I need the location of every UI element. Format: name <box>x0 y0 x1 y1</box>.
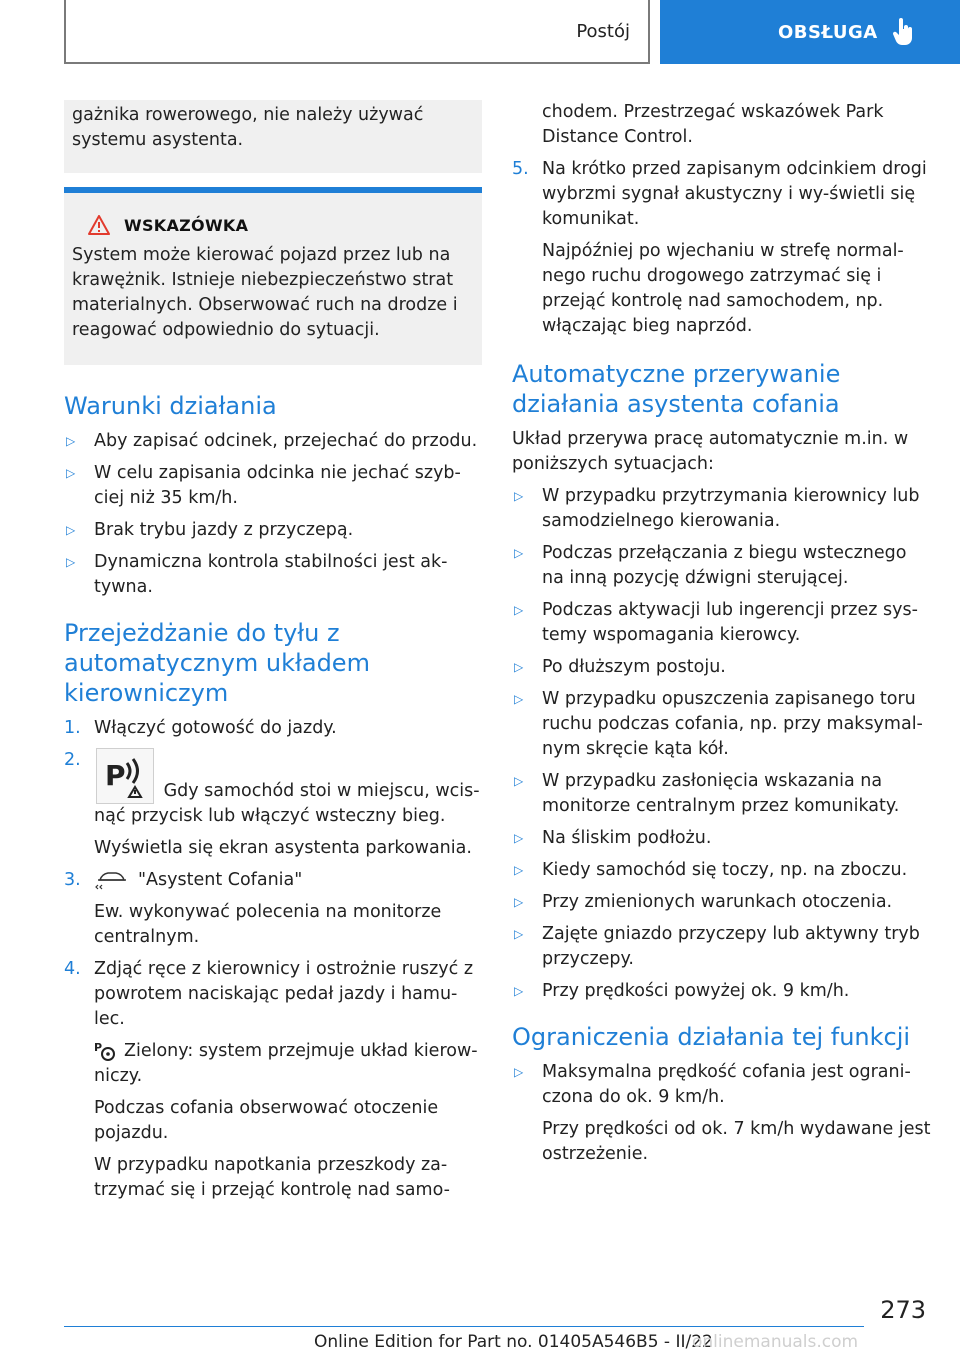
heading-limitations: Ograniczenia działania tej funkcji <box>512 1023 911 1051</box>
footer-edition: Online Edition for Part no. 01405A546B5 - II/22 <box>314 1332 713 1352</box>
limitations-note: Przy prędkości od ok. 7 km/h wydawane jest ostrzeżenie. <box>542 1119 931 1164</box>
notice-text: System może kierować pojazd przez lub na krawężnik. Istnieje niebezpieczeństwo strat materialnych. Obserwować ruch na drodze i reagować odpowiednio do sytuacji. <box>72 245 458 340</box>
step-2: 2. P Gdy samochód stoi w miejscu, wcis-nąć przycisk lub włączyć wsteczny bieg. <box>64 750 480 826</box>
notice-title-row <box>72 215 472 235</box>
warning-triangle-icon <box>88 215 110 235</box>
svg-text:P: P <box>105 759 126 792</box>
header-chapter-tab[interactable] <box>660 0 960 64</box>
list-item: ▷ Brak trybu jazdy z przyczepą. <box>64 518 482 543</box>
header-section-title: Postój <box>576 20 630 42</box>
left-column <box>64 100 482 1210</box>
triangle-bullet-icon: ▷ <box>66 434 76 448</box>
hand-pointer-icon <box>892 18 916 46</box>
list-item: ▷ W celu zapisania odcinka nie jechać szyb-ciej niż 35 km/h. <box>64 461 482 511</box>
step-4-obstacle: W przypadku napotkania przeszkody za-trzymać się i przejąć kontrolę nad samo- <box>94 1155 450 1200</box>
list-item: ▷ Kiedy samochód się toczy, np. na zboczu. <box>512 858 932 883</box>
list-item: ▷ Po dłuższym postoju. <box>512 655 932 680</box>
triangle-bullet-icon: ▷ <box>66 555 76 569</box>
heading-auto-interrupt: Automatyczne przerywanie działania asystenta cofania <box>512 360 841 418</box>
triangle-bullet-icon: ▷ <box>514 1065 524 1079</box>
heading-conditions: Warunki działania <box>64 392 277 420</box>
list-item: ▷ Zajęte gniazdo przyczepy lub aktywny tryb przyczepy. <box>512 922 932 972</box>
step-4: 4. Zdjąć ręce z kierownicy i ostrożnie ruszyć z powrotem naciskając pedał jazdy i hamu-lec. <box>64 959 474 1029</box>
step-5: 5. Na krótko przed zapisanym odcinkiem drogi wybrzmi sygnał akustyczny i wy-świetli się komunikat. <box>512 159 927 229</box>
list-item: ▷ Podczas aktywacji lub ingerencji przez sys-temy wspomagania kierowcy. <box>512 598 932 648</box>
list-item: ▷ W przypadku przytrzymania kierownicy lub samodzielnego kierowania. <box>512 484 932 534</box>
conditions-list <box>64 429 482 600</box>
triangle-bullet-icon: ▷ <box>514 863 524 877</box>
triangle-bullet-icon: ▷ <box>514 692 524 706</box>
list-item: ▷ Przy prędkości powyżej ok. 9 km/h. <box>512 979 932 1004</box>
list-item: ▷ W przypadku opuszczenia zapisanego toru ruchu podczas cofania, np. przy maksymal-nym skręcie kąta kół. <box>512 687 932 762</box>
parking-assistant-button-icon <box>96 748 154 804</box>
steering-assist-icon <box>94 1040 116 1062</box>
triangle-bullet-icon: ▷ <box>514 927 524 941</box>
svg-text:P: P <box>94 1041 103 1054</box>
list-item: ▷ Maksymalna prędkość cofania jest ograni-czona do ok. 9 km/h. <box>512 1060 932 1110</box>
header-section-box <box>64 0 650 64</box>
triangle-bullet-icon: ▷ <box>66 466 76 480</box>
step-1: 1. Włączyć gotowość do jazdy. <box>64 718 337 738</box>
right-column <box>512 100 932 1174</box>
watermark: onlinemanuals.com <box>692 1332 859 1352</box>
triangle-bullet-icon: ▷ <box>514 489 524 503</box>
triangle-bullet-icon: ▷ <box>514 984 524 998</box>
triangle-bullet-icon: ▷ <box>514 603 524 617</box>
triangle-bullet-icon: ▷ <box>514 831 524 845</box>
notice-title: WSKAZÓWKA <box>124 215 249 235</box>
header-chapter-title: OBSŁUGA <box>778 21 878 43</box>
step-4-status: P Zielony: system przejmuje układ kierow-niczy. <box>94 1041 478 1086</box>
list-item: ▷ W przypadku zasłonięcia wskazania na monitorze centralnym przez komunikaty. <box>512 769 932 819</box>
heading-reverse-assistant: Przejeżdżanie do tyłu z automatycznym układem kierowniczym <box>64 619 370 707</box>
continued-text: chodem. Przestrzegać wskazówek Park Distance Control. <box>542 102 884 147</box>
triangle-bullet-icon: ▷ <box>514 895 524 909</box>
reversing-car-icon <box>94 870 130 890</box>
triangle-bullet-icon: ▷ <box>514 774 524 788</box>
triangle-bullet-icon: ▷ <box>66 523 76 537</box>
continued-note-text: gażnika rowerowego, nie należy używać systemu asystenta. <box>72 105 424 150</box>
footer-rule <box>64 1326 864 1327</box>
auto-interrupt-list <box>512 484 932 1004</box>
list-item: ▷ Dynamiczna kontrola stabilności jest ak-tywna. <box>64 550 482 600</box>
list-item: ▷ Podczas przełączania z biegu wstecznego na inną pozycję dźwigni sterującej. <box>512 541 932 591</box>
continued-note-box <box>64 100 482 173</box>
triangle-bullet-icon: ▷ <box>514 546 524 560</box>
list-item: ▷ Przy zmienionych warunkach otoczenia. <box>512 890 932 915</box>
step-3: 3. "Asystent Cofania" <box>64 870 303 890</box>
page-number: 273 <box>880 1296 926 1324</box>
auto-interrupt-intro: Układ przerywa pracę automatycznie m.in. w poniższych sytuacjach: <box>512 429 909 474</box>
step-3-note: Ew. wykonywać polecenia na monitorze centralnym. <box>94 902 442 947</box>
list-item: ▷ Aby zapisać odcinek, przejechać do przodu. <box>64 429 482 454</box>
step-2-result: Wyświetla się ekran asystenta parkowania. <box>94 838 472 858</box>
notice-box <box>64 187 482 365</box>
list-item: ▷ Na śliskim podłożu. <box>512 826 932 851</box>
limitations-list <box>512 1060 932 1110</box>
step-4-observe: Podczas cofania obserwować otoczenie pojazdu. <box>94 1098 439 1143</box>
step-5-note: Najpóźniej po wjechaniu w strefę normal-nego ruchu drogowego zatrzymać się i przejąć kontrolę nad samochodem, np. włączając bieg naprzód. <box>542 241 904 336</box>
triangle-bullet-icon: ▷ <box>514 660 524 674</box>
